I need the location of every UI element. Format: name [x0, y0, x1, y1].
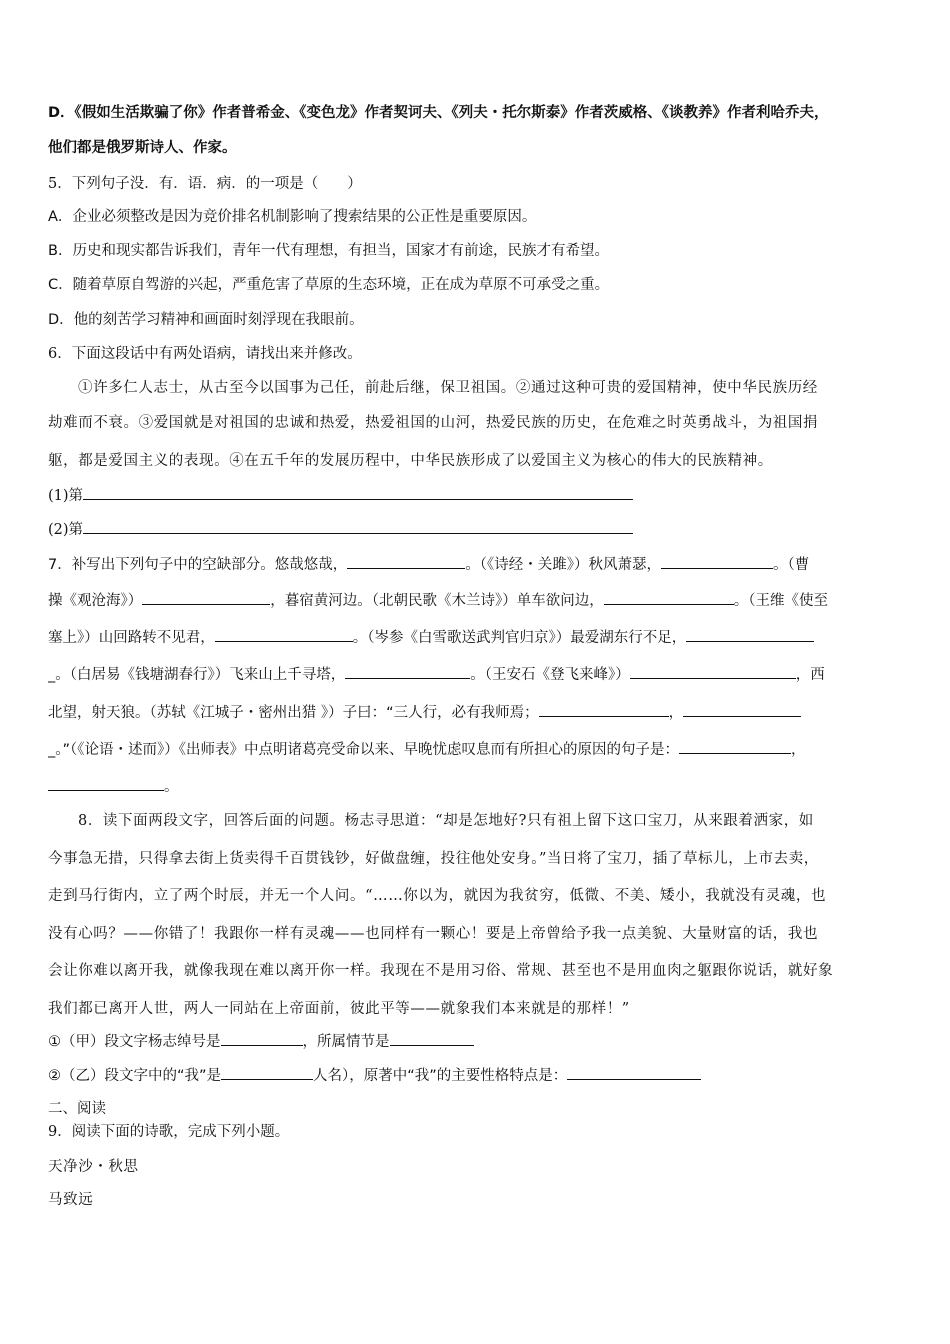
q8-blank-person[interactable] — [221, 1065, 313, 1080]
q5-stem: 5．下列句子没．有．语．病．的一项是（ ） — [48, 176, 362, 192]
q8-question-1 — [48, 1031, 908, 1052]
q7-line2-text-c: 。（王维《使至 — [733, 593, 828, 609]
q8-question-1-text-b: ，所属情节是 — [302, 1034, 390, 1050]
q7-blank-6[interactable] — [686, 627, 814, 642]
q7-line3-text-a: 塞上》）山回路转不见君， — [48, 630, 215, 646]
q7-line3 — [48, 627, 908, 648]
q6-passage-line3: 躯，都是爱国主义的表现。④在五千年的发展历程中，中华民族形成了以爱国主义为核心的伟大的民族精神。 — [48, 453, 773, 469]
q7-blank-12[interactable] — [48, 776, 164, 791]
q7-line1 — [48, 554, 908, 575]
q8-question-2 — [48, 1065, 908, 1086]
q4-option-d-line1: D．《假如生活欺骗了你》作者普希金、《变色龙》作者契诃夫、《列夫・托尔斯泰》作者茨威格、《谈教养》作者利哈乔夫， — [48, 105, 829, 121]
q8-question-2-text-b: 人名），原著中“我”的主要性格特点是： — [313, 1068, 568, 1084]
q6-answer-1-blank[interactable] — [83, 485, 633, 500]
q7-line6 — [48, 739, 908, 760]
q7-line2 — [48, 590, 908, 611]
q7-line4-text-b: 。（王安石《登飞来峰》） — [470, 667, 630, 683]
q7-blank-5[interactable] — [215, 627, 353, 642]
q8-passage-line1: 8．读下面两段文字，回答后面的问题。杨志寻思道：“却是怎地好?只有祖上留下这口宝刀，从来跟着洒家，如 — [78, 813, 814, 829]
q7-line7-text: 。 — [164, 779, 179, 795]
q6-answer-2 — [48, 519, 908, 540]
q8-blank-plot[interactable] — [390, 1031, 474, 1046]
q7-blank-10[interactable] — [683, 702, 801, 717]
q8-blank-nickname[interactable] — [221, 1031, 303, 1046]
q6-answer-2-label: (2)第 — [48, 522, 84, 538]
q5-option-a: A．企业必须整改是因为竞价排名机制影响了搜索结果的公正性是重要原因。 — [48, 209, 537, 225]
q6-answer-2-blank[interactable] — [83, 519, 633, 534]
q7-blank-8[interactable] — [630, 664, 796, 679]
q7-blank-4[interactable] — [604, 590, 734, 605]
q6-passage-line2: 劫难而不衰。③爱国就是对祖国的忠诚和热爱，热爱祖国的山河，热爱民族的历史，在危难之时英勇战斗，为祖国捐 — [48, 415, 819, 431]
q7-blank-11[interactable] — [679, 739, 791, 754]
q9-stem: 9．阅读下面的诗歌，完成下列小题。 — [48, 1124, 290, 1140]
q6-passage-line1: ①许多仁人志士，从古至今以国事为己任，前赴后继，保卫祖国。②通过这种可贵的爱国精神，使中华民族历经 — [78, 380, 818, 396]
q8-question-2-text-a: ②（乙）段文字中的“我”是 — [48, 1068, 222, 1084]
q8-passage-line4: 没有心吗？——你错了！我跟你一样有灵魂——也同样有一颗心！要是上帝曾给予我一点美貌、大量财富的话，我也 — [48, 926, 819, 942]
q8-passage-line3: 走到马行街内，立了两个时辰，并无一个人问。“……你以为，就因为我贫穷，低微、不美、矮小，我就没有灵魂，也 — [48, 888, 827, 904]
q5-option-d: D．他的刻苦学习精神和画面时刻浮现在我眼前。 — [48, 312, 364, 328]
q5-option-b: B．历史和现实都告诉我们，青年一代有理想，有担当，国家才有前途，民族才有希望。 — [48, 243, 609, 259]
q7-line6-text-b: ， — [791, 742, 806, 758]
q7-line1-text-b: 。（《诗经・关雎》）秋风萧瑟， — [465, 557, 661, 573]
q7-line1-text-a: 7．补写出下列句子中的空缺部分。悠哉悠哉， — [48, 557, 348, 573]
poem-author: 马致远 — [48, 1192, 94, 1208]
section-2-heading: 二、阅读 — [48, 1101, 106, 1117]
q7-line4-text-a: _。（白居易《钱塘湖春行》）飞来山上千寻塔， — [48, 667, 346, 683]
q7-line4-text-c: ，西 — [795, 667, 825, 683]
q7-blank-9[interactable] — [539, 702, 669, 717]
q7-blank-7[interactable] — [345, 664, 470, 679]
q7-line3-text-b: 。（岑参《白雪歌送武判官归京》）最爱湖东行不足， — [352, 630, 687, 646]
poem-title: 天净沙・秋思 — [48, 1159, 139, 1175]
q7-blank-3[interactable] — [142, 590, 270, 605]
q7-line2-text-b: ，暮宿黄河边。（北朝民歌《木兰诗》）单车欲问边， — [270, 593, 604, 609]
q4-option-d-line2: 他们都是俄罗斯诗人、作家。 — [48, 140, 237, 156]
q7-blank-2[interactable] — [661, 554, 773, 569]
q7-line5 — [48, 702, 908, 723]
q7-line7 — [48, 776, 908, 797]
q6-answer-1 — [48, 485, 908, 506]
q7-line2-text-a: 操《观沧海》） — [48, 593, 143, 609]
q7-blank-1[interactable] — [347, 554, 465, 569]
q7-line5-text-b: ， — [668, 705, 684, 721]
q8-blank-character[interactable] — [567, 1065, 701, 1080]
q8-passage-line2: 今事急无措，只得拿去街上货卖得千百贯钱钞，好做盘缠，投往他处安身。”当日将了宝刀，插了草标儿，上市去卖， — [48, 851, 819, 867]
q7-line4 — [48, 664, 908, 685]
q7-line6-text-a: _。”（《论语・述而》）《出师表》中点明诸葛亮受命以来、早晚忧虑叹息而有所担心的原因的句子是： — [48, 742, 680, 758]
q6-stem: 6．下面这段话中有两处语病，请找出来并修改。 — [48, 346, 362, 362]
q6-answer-1-label: (1)第 — [48, 488, 84, 504]
q7-line5-text-a: 北望，射天狼。（苏轼《江城子・密州出猎 》）子曰：“三人行，必有我师焉； — [48, 705, 539, 721]
q8-passage-line6: 我们都已离开人世，两人一同站在上帝面前，彼此平等——就象我们本来就是的那样！” — [48, 1001, 630, 1017]
q7-line1-text-c: 。（曹 — [772, 557, 810, 573]
q8-passage-line5: 会让你难以离开我，就像我现在难以离开你一样。我现在不是用习俗、常规、甚至也不是用血肉之躯跟你说话，就好象 — [48, 963, 834, 979]
q8-question-1-text-a: ①（甲）段文字杨志绰号是 — [48, 1034, 221, 1050]
q5-option-c: C．随着草原自驾游的兴起，严重危害了草原的生态环境，正在成为草原不可承受之重。 — [48, 277, 610, 293]
